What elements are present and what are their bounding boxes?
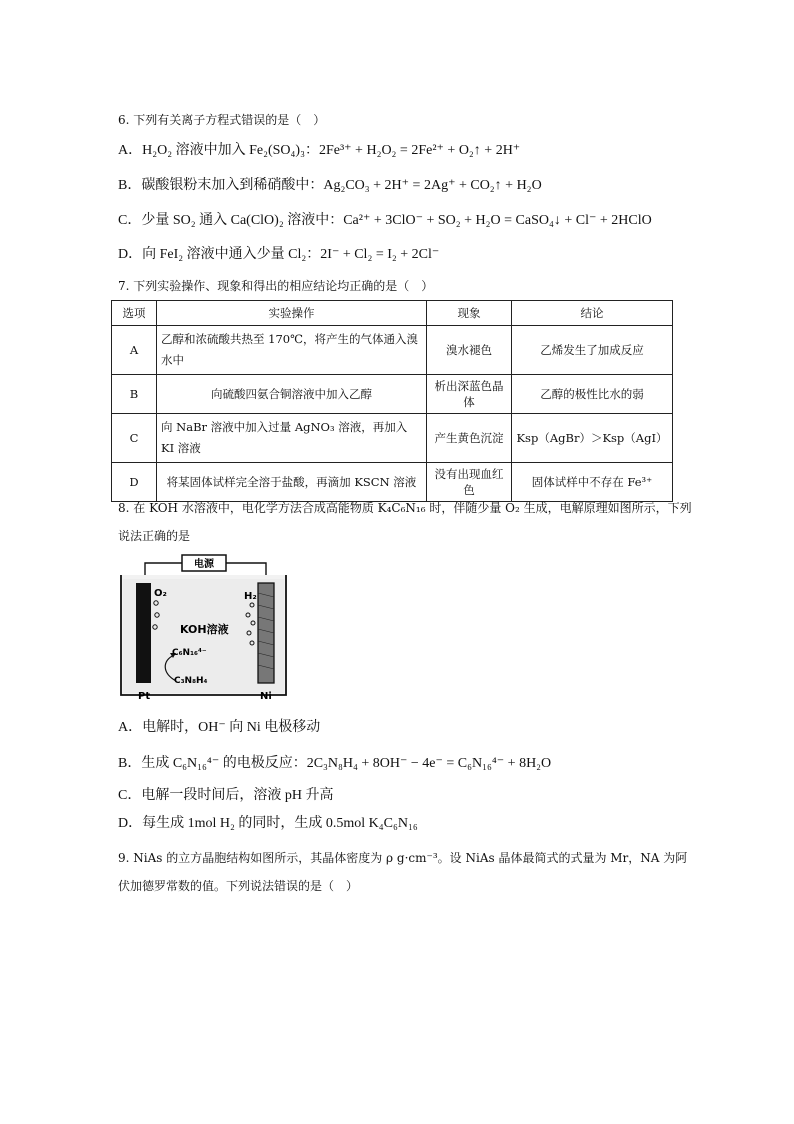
power-supply-label: 电源 <box>194 559 214 570</box>
row-phenomenon: 没有出现血红色 <box>427 463 512 502</box>
row-option: D <box>112 463 157 502</box>
row-phenomenon: 产生黄色沉淀 <box>427 414 512 463</box>
header-phenomenon: 现象 <box>427 301 512 326</box>
row-option: A <box>112 326 157 375</box>
pt-electrode <box>136 583 151 683</box>
c3n8h4-label: C₃N₈H₄ <box>174 676 208 686</box>
pt-label: Pt <box>138 691 151 702</box>
q6-option-b: B．碳酸银粉末加入到稀硝酸中：Ag₂CO₃ + 2H⁺ = 2Ag⁺ + CO₂↑ + H₂O <box>118 178 542 193</box>
q6-stem: 6. 下列有关离子方程式错误的是（ ） <box>118 113 326 127</box>
header-option: 选项 <box>112 301 157 326</box>
table-row <box>112 375 673 414</box>
table-row <box>112 463 673 502</box>
row-option: B <box>112 375 157 414</box>
o2-label: O₂ <box>154 588 167 599</box>
table-row <box>112 326 673 375</box>
q8-option-d: D．每生成 1mol H₂ 的同时，生成 0.5mol K₄C₆N₁₆ <box>118 816 418 831</box>
ni-label: Ni <box>260 691 272 702</box>
q6-option-d: D．向 FeI₂ 溶液中通入少量 Cl₂：2I⁻ + Cl₂ = I₂ + 2Cl⁻ <box>118 247 440 262</box>
q8-option-a: A．电解时，OH⁻ 向 Ni 电极移动 <box>118 720 321 735</box>
row-conclusion: 乙烯发生了加成反应 <box>512 326 673 375</box>
row-phenomenon: 析出深蓝色晶体 <box>427 375 512 414</box>
q7-stem: 7. 下列实验操作、现象和得出的相应结论均正确的是（ ） <box>118 279 434 293</box>
table-row <box>112 414 673 463</box>
header-conclusion: 结论 <box>512 301 673 326</box>
c6n16-label: C₆N₁₆⁴⁻ <box>172 648 207 658</box>
q6-option-c: C．少量 SO₂ 通入 Ca(ClO)₂ 溶液中：Ca²⁺ + 3ClO⁻ + SO₂ + H₂O = CaSO₄↓ + Cl⁻ + 2HClO <box>118 213 652 228</box>
row-option: C <box>112 414 157 463</box>
row-operation: 乙醇和浓硫酸共热至 170℃，将产生的气体通入溴水中 <box>157 326 427 375</box>
electrolysis-diagram <box>118 553 288 703</box>
row-operation: 向 NaBr 溶液中加入过量 AgNO₃ 溶液，再加入 KI 溶液 <box>157 414 427 463</box>
solution-label: KOH溶液 <box>180 623 229 636</box>
row-phenomenon: 溴水褪色 <box>427 326 512 375</box>
header-operation: 实验操作 <box>157 301 427 326</box>
q7-table <box>111 300 673 502</box>
row-operation: 向硫酸四氨合铜溶液中加入乙醇 <box>157 375 427 414</box>
row-conclusion: Ksp（AgBr）＞Ksp（AgI） <box>512 414 673 463</box>
row-conclusion: 固体试样中不存在 Fe³⁺ <box>512 463 673 502</box>
row-operation: 将某固体试样完全溶于盐酸，再滴加 KSCN 溶液 <box>157 463 427 502</box>
q8-stem-line1: 8. 在 KOH 水溶液中，电化学方法合成高能物质 K₄C₆N₁₆ 时，伴随少量 O₂ 生成，电解原理如图所示，下列 <box>118 501 692 515</box>
q9-line2: 伏加德罗常数的值。下列说法错误的是（ ） <box>118 879 359 893</box>
q8-stem-line2: 说法正确的是 <box>118 529 191 543</box>
q8-option-c: C．电解一段时间后，溶液 pH 升高 <box>118 788 334 803</box>
h2-label: H₂ <box>244 591 257 602</box>
q6-option-a: A．H₂O₂ 溶液中加入 Fe₂(SO₄)₃：2Fe³⁺ + H₂O₂ = 2Fe²⁺ + O₂↑ + 2H⁺ <box>118 143 521 158</box>
row-conclusion: 乙醇的极性比水的弱 <box>512 375 673 414</box>
ni-electrode <box>258 583 274 683</box>
table-header-row <box>112 301 673 326</box>
q9-line1: 9. NiAs 的立方晶胞结构如图所示，其晶体密度为 ρ g·cm⁻³。设 NiAs 晶体最简式的式量为 Mr，NA 为阿 <box>118 851 688 865</box>
q8-option-b: B．生成 C₆N₁₆⁴⁻ 的电极反应：2C₃N₈H₄ + 8OH⁻ − 4e⁻ = C₆N₁₆⁴⁻ + 8H₂O <box>118 756 552 771</box>
